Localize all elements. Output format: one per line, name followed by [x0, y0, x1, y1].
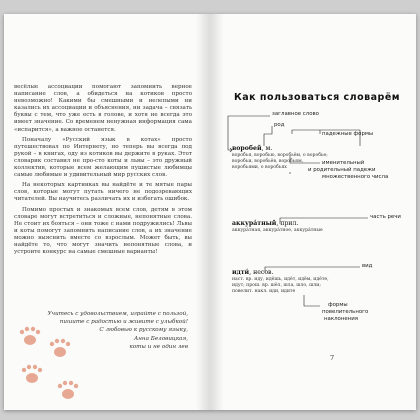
- closing-line: Анна Беловицкая,: [134, 335, 188, 342]
- paragraph: Поначалу «Русский язык в котах» просто путешествовал по Интернету, но теперь вы всегда под рукой – в книгах, оду из котиков вы держите в руках. Этот словарик составил не про-сто коты и львы – это дружный коллектив, которые всем желающим пушистые любимцы самые любимые и удивительный мир русских слов.: [14, 136, 192, 179]
- diagram-lines: [210, 14, 416, 410]
- entry-idti: [232, 269, 274, 276]
- headword: воробей: [232, 145, 262, 152]
- label-plural: множественного числа: [322, 174, 389, 180]
- label-part-of-speech: часть речи: [370, 214, 401, 220]
- grammar-mark: , м.: [261, 145, 273, 152]
- entry-idti-forms: [232, 277, 329, 295]
- forms-line: наст. вр. иду, идёшь, идёт, идём, идёте,: [232, 277, 329, 282]
- preface-text: [14, 84, 192, 259]
- label-nominative: именительный: [322, 160, 365, 166]
- forms-line: повелит. накл. иди, идите: [232, 289, 296, 294]
- left-page: [4, 14, 210, 410]
- book-spread: [4, 14, 416, 410]
- headword: аккура́тный: [232, 220, 277, 227]
- grammar-mark: , несов.: [249, 269, 274, 276]
- entry-voroboy: [232, 145, 272, 152]
- closing-line: С любовью к русскому языку,: [99, 327, 188, 334]
- label-case-forms: падежные формы: [322, 131, 374, 137]
- gutter-shadow: [196, 14, 210, 410]
- closing-line: коты и не один лев: [129, 343, 188, 350]
- paragraph: На некоторых картинках вы найдёте и те мятые пары слов, которые могут путать ничего не подозревающих читателей. Вы научитесь различать их и избегать ошибок.: [14, 182, 192, 203]
- page-number: 7: [330, 354, 335, 362]
- label-aspect: вид: [362, 263, 373, 269]
- label-mood: наклонения: [324, 316, 358, 322]
- grammar-mark: , прил.: [276, 220, 299, 227]
- paragraph: Помимо простых и знакомых всем слов, детям в этом словаре могут встретиться и сложные, непонятные слова. Не стоит их бояться – они тоже с нами подружились! Львы и коты помогут запомнить написание слов, а их значение можно выяснить вместе со взрослым. Может быть, вы найдёте то, что могут значить непонятные слова, и устроите конкурс на самые смешные варианты!: [14, 206, 192, 256]
- paragraph: весёлые ассоциации помогают запомнить верное написание слов, а обидеться на котиков просто невозможно! Какими бы смешными и нелепыми ни казались их ассоциации и объяснения, ни задача – связать буквы с тем, что уже есть в голове, и хотя не всегда это имеет значение. Со временем ненужная информация сама «испарится», а важное останется.: [14, 84, 192, 133]
- label-gender: род: [274, 122, 285, 128]
- entry-akkuratny: [232, 220, 298, 227]
- forms-line: воробья, воробью, воробьём, о воробье;: [232, 153, 328, 158]
- closing-line: Учитесь с удовольствием, играйте с пользой,: [47, 311, 188, 317]
- right-page: [210, 14, 416, 410]
- headword: идти́: [232, 269, 250, 276]
- entry-akkuratny-forms: аккура́тная, аккура́тное, аккура́тные: [232, 228, 323, 233]
- paw-print-icon: [58, 381, 78, 399]
- forms-line: воробьями, о воробьях: [232, 165, 287, 170]
- label-imperative: повелительного: [322, 309, 369, 315]
- label-nom-gen: и родительный падежи: [308, 167, 376, 173]
- paw-print-icon: [20, 327, 40, 345]
- label-headword: заглавное слово: [272, 111, 319, 117]
- forms-line: воробьи, воробьёв, воробьям,: [232, 159, 304, 164]
- closing-line: пишите с радостью и живите с улыбкой!: [59, 319, 188, 326]
- paw-print-icon: [50, 339, 70, 357]
- page-title: Как пользоваться словарём: [234, 92, 401, 103]
- paw-print-icon: [22, 365, 42, 383]
- forms-line: идут; прош. вр. шёл, шла, шло, шли;: [232, 283, 321, 288]
- paw-prints-illustration: [8, 320, 98, 410]
- label-forms: формы: [328, 302, 348, 308]
